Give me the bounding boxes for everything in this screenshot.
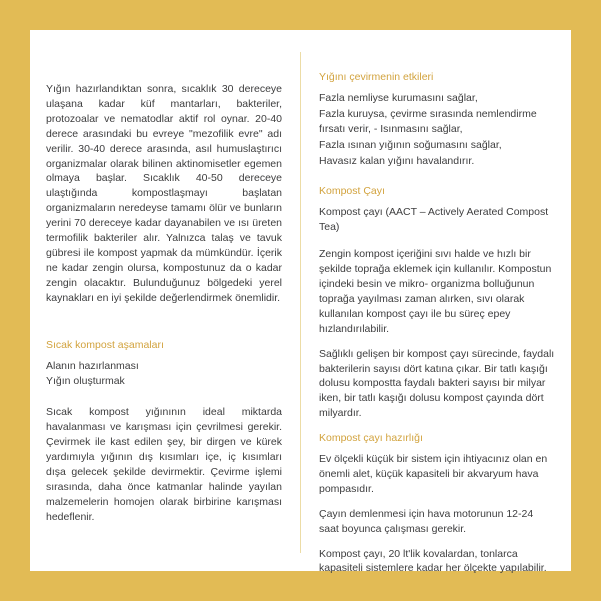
intro-paragraph: Yığın hazırlandıktan sonra, sıcaklık 30 dereceye ulaşana kadar küf mantarları, bakteriler, protozoalar ve nematodlar aktif rol oynar. 20-40 derece arasındaki bu evreye "mezofilik evre" adı verilir. 30-40 derece arasında, asıl humuslaştırıcı organizmalar olarak bilinen aktinomisetler egemen olmaya başlar. Sıcaklık 40-50 dereceye ulaştığında kompostlaşmayı başlatan organizmaların neredeyse tamamı ölür ve bunların yerini 70 dereceye kadar dayanabilen ve ısı üreten termofilik bakteriler alır. Yalnızca talaş ve tavuk gübresi ile kompost yapmak da mümkündür. İçerik ne kadar zengin olursa, kompostunuz da o kadar zengin olacaktır. Bulunduğunuz bölgedeki yerel kaynakları en iyi şekilde değerlendirmek önemlidir. [46, 83, 282, 304]
section-heading: Kompost çayı hazırlığı [319, 432, 423, 445]
effects-list-item: Havasız kalan yığını havalandırır. [319, 154, 475, 167]
section-tea-preparation [319, 431, 555, 576]
section-hot-compost-stages [46, 338, 282, 390]
stage-list [46, 359, 282, 390]
section-compost-tea [319, 184, 555, 421]
compost-tea-paragraph: Sağlıklı gelişen bir kompost çayı sürecinde, faydalı bakterilerin sayısı dört katına çıkar. Bir tatlı kaşığı dolusu kompostta faydalı bakteri sayısı bir milyar iken, bir tatlı kaşığı dolusu kompost çayında dört milyardır. [319, 347, 555, 420]
document-page [30, 30, 571, 575]
effects-list-item: Fazla ısınan yığının soğumasını sağlar, [319, 138, 502, 151]
left-column [46, 46, 284, 555]
effects-list-item: Fazla nemliyse kurumasını sağlar, [319, 91, 478, 104]
right-column [317, 46, 555, 575]
tea-preparation-paragraph: Kompost çayı, 20 lt'lik kovalardan, tonlarca kapasiteli sistemlere kadar her ölçekte yapılabilir. [319, 547, 547, 575]
compost-tea-paragraph: Zengin kompost içeriğini sıvı halde ve hızlı bir şekilde toprağa eklemek için kullanılır. Kompostun içindeki besin ve mikro- organizma bolluğunun toprağa yayılması zaman alırken, sıvı olarak kullanılan kompost çayı ile bu süreç epey hızlandırılabilir. [319, 248, 552, 335]
compost-tea-subtitle: Kompost çayı (AACT – Actively Aerated Compost Tea) [319, 206, 549, 234]
tea-preparation-paragraph: Ev ölçekli küçük bir sistem için ihtiyacınız olan en önemli alet, küçük kapasiteli bir akvaryum hava pompasıdır. [319, 453, 548, 495]
turning-paragraph: Sıcak kompost yığınının ideal miktarda havalanması ve karışması için çevrilmesi gerekir. Çevirmek ile kast edilen şey, bir dirgen ve kürek yardımıyla yığının dış kısımları içe, iç kısımları dışa gelecek şekilde devirmektir. Çevirme işlemi sırasında, daha önce katmanlar halinde yayılan malzemelerin homojen olarak birbirine karışması hedeflenir. [46, 406, 282, 523]
section-heading: Kompost Çayı [319, 185, 385, 198]
section-heading: Sıcak kompost aşamaları [46, 338, 164, 351]
effects-list [319, 91, 555, 169]
stage-list-item: Yığın oluşturmak [46, 375, 125, 388]
column-divider [300, 52, 301, 553]
tea-preparation-paragraph: Çayın demlenmesi için hava motorunun 12-24 saat boyunca çalışması gerekir. [319, 507, 534, 535]
section-turning-effects [319, 70, 555, 168]
two-column-layout [46, 46, 555, 575]
effects-list-item: Fazla kuruysa, çevirme sırasında nemlendirme fırsatı verir, - Isınmasını sağlar, [319, 107, 537, 135]
stage-list-item: Alanın hazırlanması [46, 359, 139, 372]
section-heading: Yığını çevirmenin etkileri [319, 71, 434, 83]
